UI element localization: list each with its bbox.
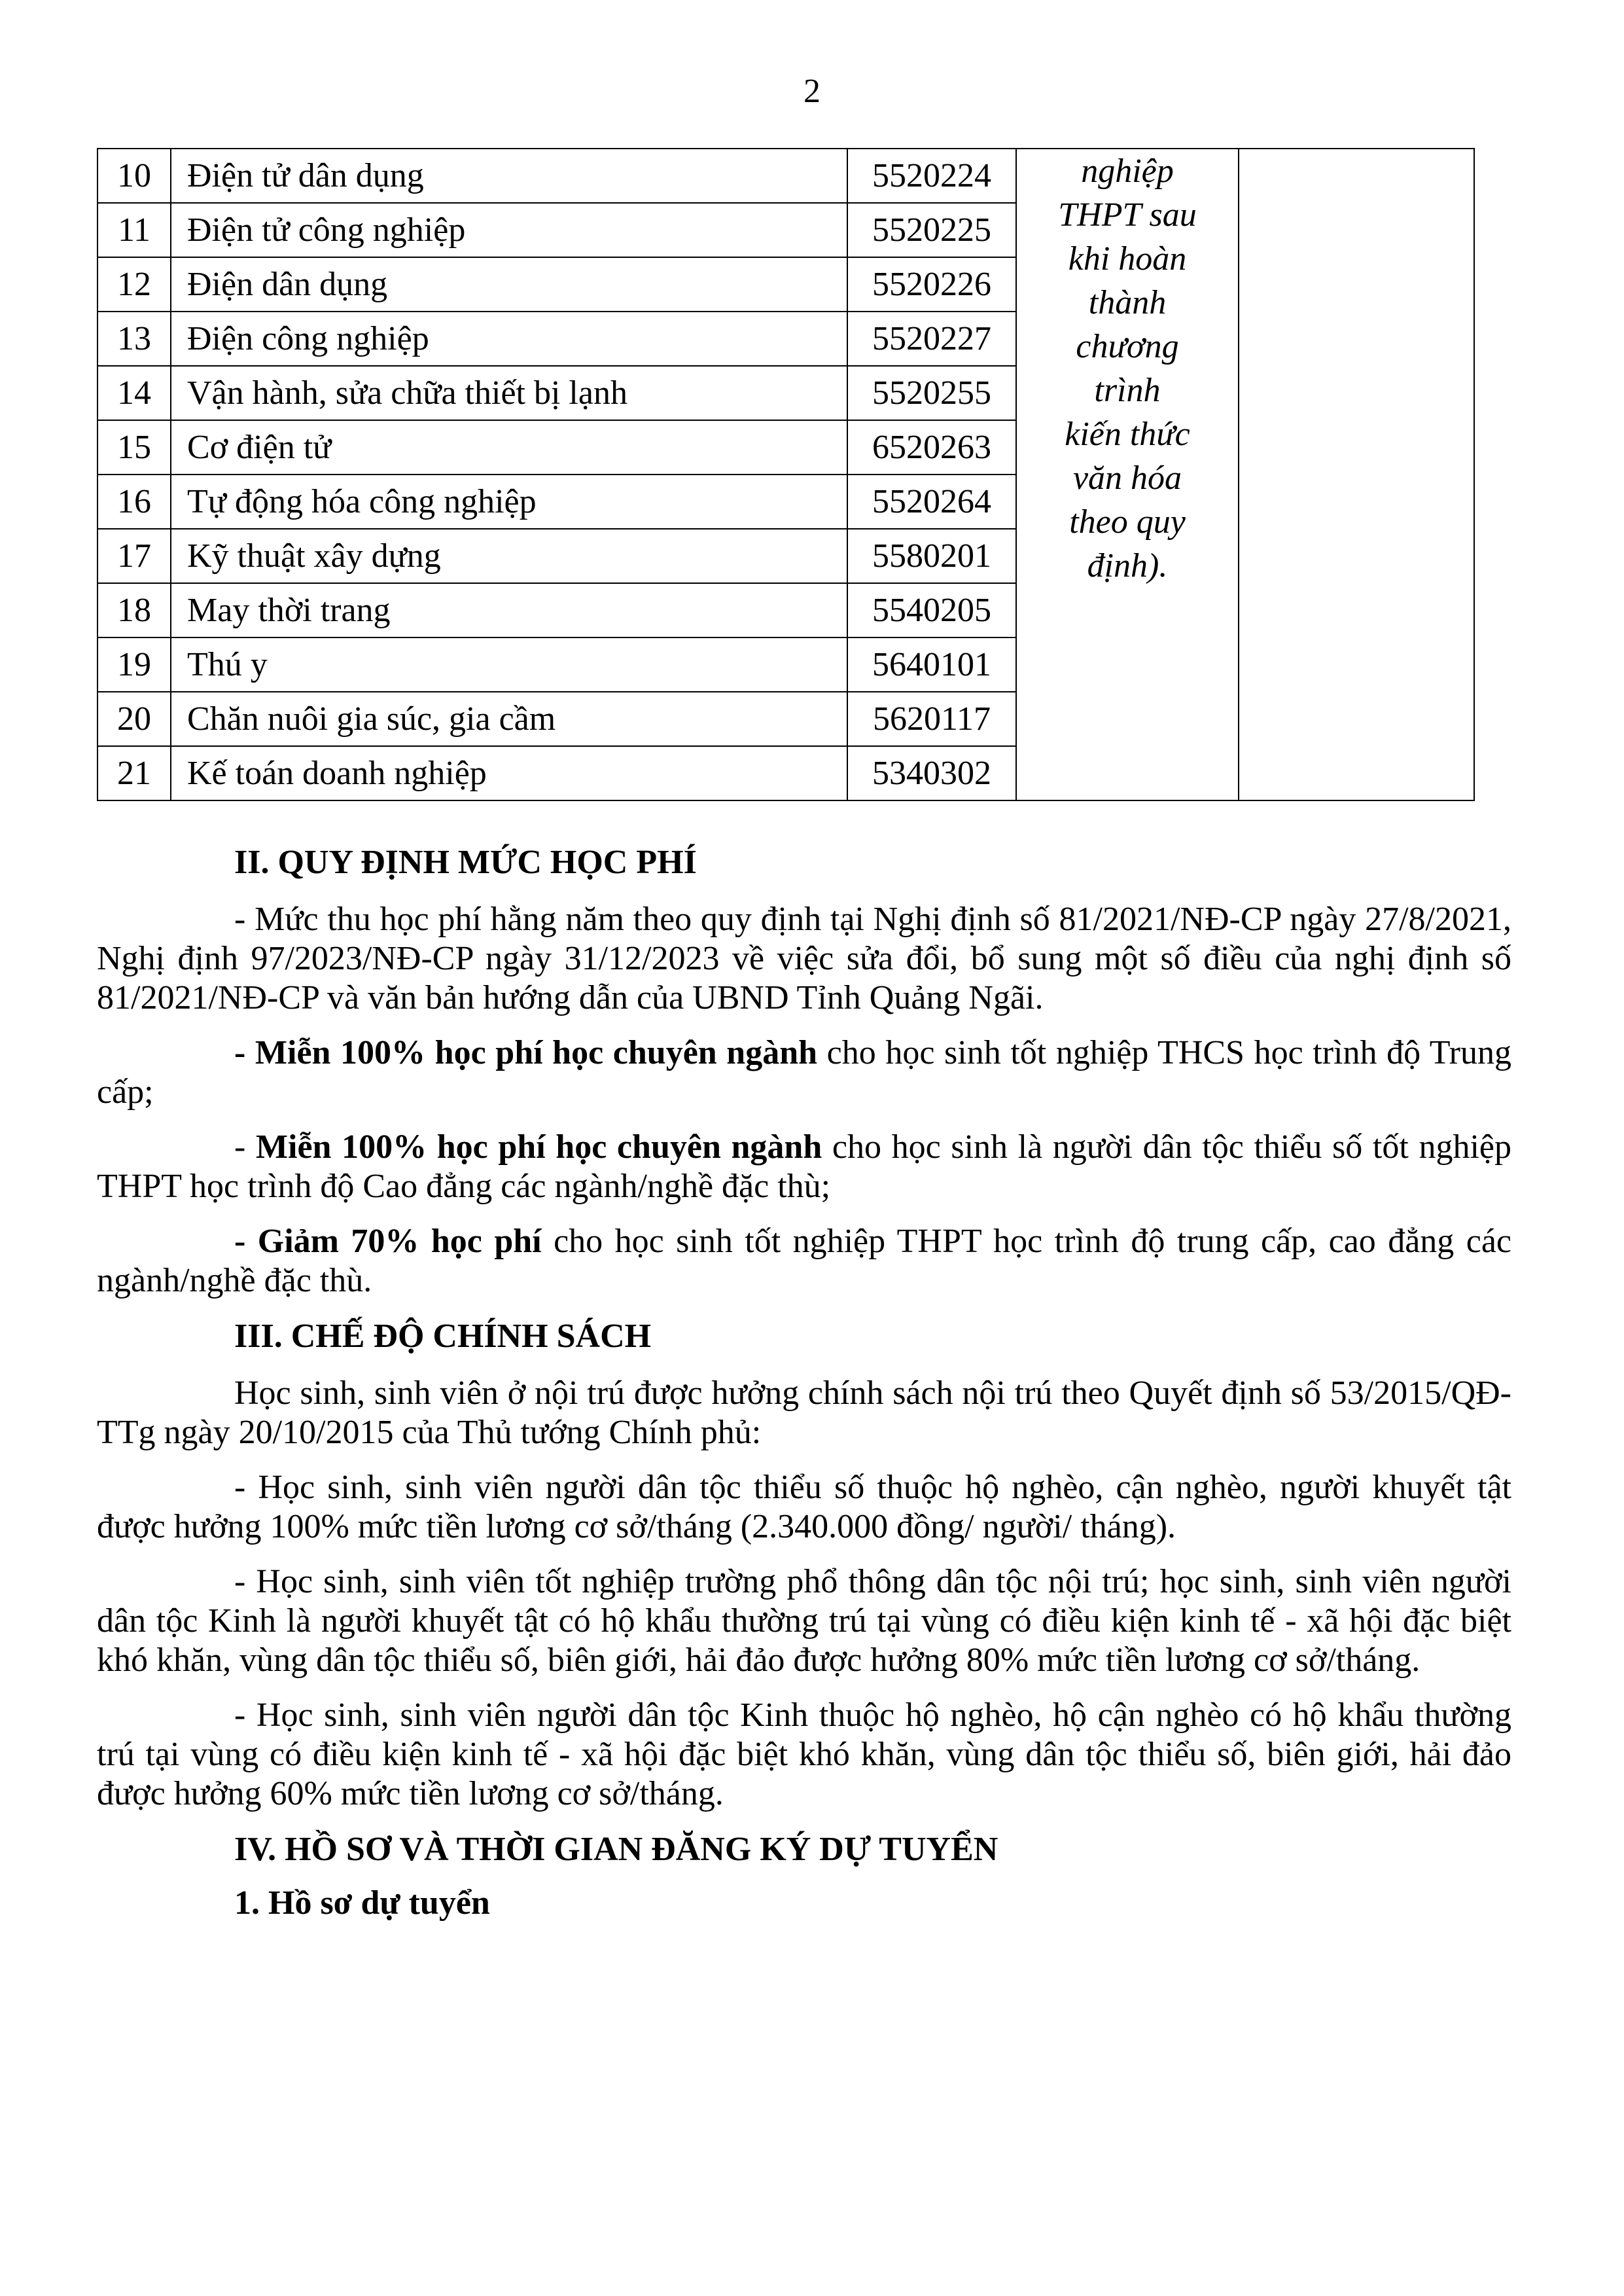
program-code: 5640101: [847, 637, 1016, 692]
program-code: 5520226: [847, 257, 1016, 312]
program-name: Kỹ thuật xây dựng: [171, 529, 847, 583]
table-row: [97, 149, 1474, 203]
program-name: Điện tử dân dụng: [171, 149, 847, 203]
tuition-p2-bold: - Miễn 100% học phí học chuyên ngành: [234, 1034, 818, 1071]
tuition-paragraph-2: [97, 1033, 1511, 1112]
page-number: 2: [803, 73, 821, 110]
program-code: 5520225: [847, 203, 1016, 257]
note-line: nghiệp: [1081, 152, 1174, 190]
programs-table: [97, 148, 1475, 801]
document-body: [97, 841, 1511, 1925]
program-name: Điện dân dụng: [171, 257, 847, 312]
program-name: Thú y: [171, 637, 847, 692]
note-line: kiến thức: [1065, 416, 1190, 453]
note-line: văn hóa: [1072, 459, 1182, 497]
program-name: Điện công nghiệp: [171, 312, 847, 366]
program-code: 5520224: [847, 149, 1016, 203]
note-line: thành: [1088, 284, 1167, 321]
note-line: trình: [1094, 372, 1161, 409]
row-number: 17: [97, 529, 171, 583]
row-number: 18: [97, 583, 171, 637]
tuition-p3-bold: Miễn 100% học phí học chuyên ngành: [255, 1128, 822, 1166]
program-code: 5340302: [847, 746, 1016, 800]
row-number: 10: [97, 149, 171, 203]
tuition-p4-bold: - Giảm 70% học phí: [234, 1223, 542, 1260]
policy-paragraph-4: - Học sinh, sinh viên người dân tộc Kinh thuộc hộ nghèo, hộ cận nghèo có hộ khẩu thường trú tại vùng có điều kiện kinh tế - xã hội đặc biệt khó khăn, vùng dân tộc thiểu số, biên giới, hải đảo được hưởng 60% mức tiền lương cơ sở/tháng.: [97, 1696, 1511, 1812]
program-name: Vận hành, sửa chữa thiết bị lạnh: [171, 366, 847, 420]
policy-paragraph-2: - Học sinh, sinh viên người dân tộc thiểu số thuộc hộ nghèo, cận nghèo, người khuyết tật được hưởng 100% mức tiền lương cơ sở/tháng (2.340.000 đồng/ người/ tháng).: [97, 1469, 1511, 1545]
note-line: THPT sau: [1058, 196, 1197, 234]
tuition-p3-lead: -: [234, 1128, 256, 1166]
section-4-heading: IV. HỒ SƠ VÀ THỜI GIAN ĐĂNG KÝ DỰ TUYỂN: [234, 1831, 998, 1868]
tuition-p2-text: cho học sinh tốt nghiệp THCS học trình độ Trung cấp;: [97, 1034, 1512, 1111]
policy-paragraph-3: - Học sinh, sinh viên tốt nghiệp trường phổ thông dân tộc nội trú; học sinh, sinh viên người dân tộc Kinh là người khuyết tật có hộ khẩu thường trú tại vùng có điều kiện kinh tế - xã hội đặc biệt khó khăn, vùng dân tộc thiểu số, biên giới, hải đảo được hưởng 80% mức tiền lương cơ sở/tháng.: [97, 1563, 1511, 1679]
program-name: Cơ điện tử: [171, 420, 847, 475]
empty-notes-cell: [1239, 149, 1474, 800]
row-number: 20: [97, 692, 171, 746]
note-line: theo quy: [1069, 503, 1186, 541]
section-4-subheading: 1. Hồ sơ dự tuyển: [234, 1884, 490, 1922]
row-number: 19: [97, 637, 171, 692]
row-number: 11: [97, 203, 171, 257]
policy-paragraph-1: Học sinh, sinh viên ở nội trú được hưởng chính sách nội trú theo Quyết định số 53/2015/QĐ-TTg ngày 20/10/2015 của Thủ tướng Chính phủ:: [97, 1374, 1511, 1451]
row-number: 21: [97, 746, 171, 800]
program-name: Điện tử công nghiệp: [171, 203, 847, 257]
tuition-p4-text: cho học sinh tốt nghiệp THPT học trình độ trung cấp, cao đẳng các ngành/nghề đặc thù.: [97, 1223, 1511, 1299]
program-code: 5580201: [847, 529, 1016, 583]
section-2-heading: II. QUY ĐỊNH MỨC HỌC PHÍ: [234, 844, 697, 881]
program-name: Kế toán doanh nghiệp: [171, 746, 847, 800]
note-line: khi hoàn: [1068, 240, 1187, 278]
row-number: 12: [97, 257, 171, 312]
program-code: 5520264: [847, 475, 1016, 529]
program-name: Tự động hóa công nghiệp: [171, 475, 847, 529]
program-code: 5520255: [847, 366, 1016, 420]
program-name: Chăn nuôi gia súc, gia cầm: [171, 692, 847, 746]
row-number: 14: [97, 366, 171, 420]
program-code: 6520263: [847, 420, 1016, 475]
note-line: định).: [1087, 547, 1168, 584]
tuition-paragraph-1: - Mức thu học phí hằng năm theo quy định tại Nghị định số 81/2021/NĐ-CP ngày 27/8/2021, Nghị định 97/2023/NĐ-CP ngày 31/12/2023 về việc sửa đổi, bổ sung một số điều của nghị định số 81/2021/NĐ-CP và văn bản hướng dẫn của UBND Tỉnh Quảng Ngãi.: [97, 901, 1511, 1016]
tuition-p3-text: cho học sinh là người dân tộc thiểu số tốt nghiệp THPT học trình độ Cao đẳng các ngành/nghề đặc thù;: [97, 1128, 1511, 1205]
row-number: 15: [97, 420, 171, 475]
tuition-paragraph-4: [97, 1222, 1511, 1300]
row-number: 16: [97, 475, 171, 529]
program-code: 5520227: [847, 312, 1016, 366]
tuition-paragraph-3: [97, 1128, 1511, 1206]
program-code: 5620117: [847, 692, 1016, 746]
row-number: 13: [97, 312, 171, 366]
note-line: chương: [1076, 328, 1179, 365]
program-code: 5540205: [847, 583, 1016, 637]
section-3-heading: III. CHẾ ĐỘ CHÍNH SÁCH: [234, 1318, 652, 1355]
program-name: May thời trang: [171, 583, 847, 637]
admission-note-cell: [1016, 149, 1239, 800]
